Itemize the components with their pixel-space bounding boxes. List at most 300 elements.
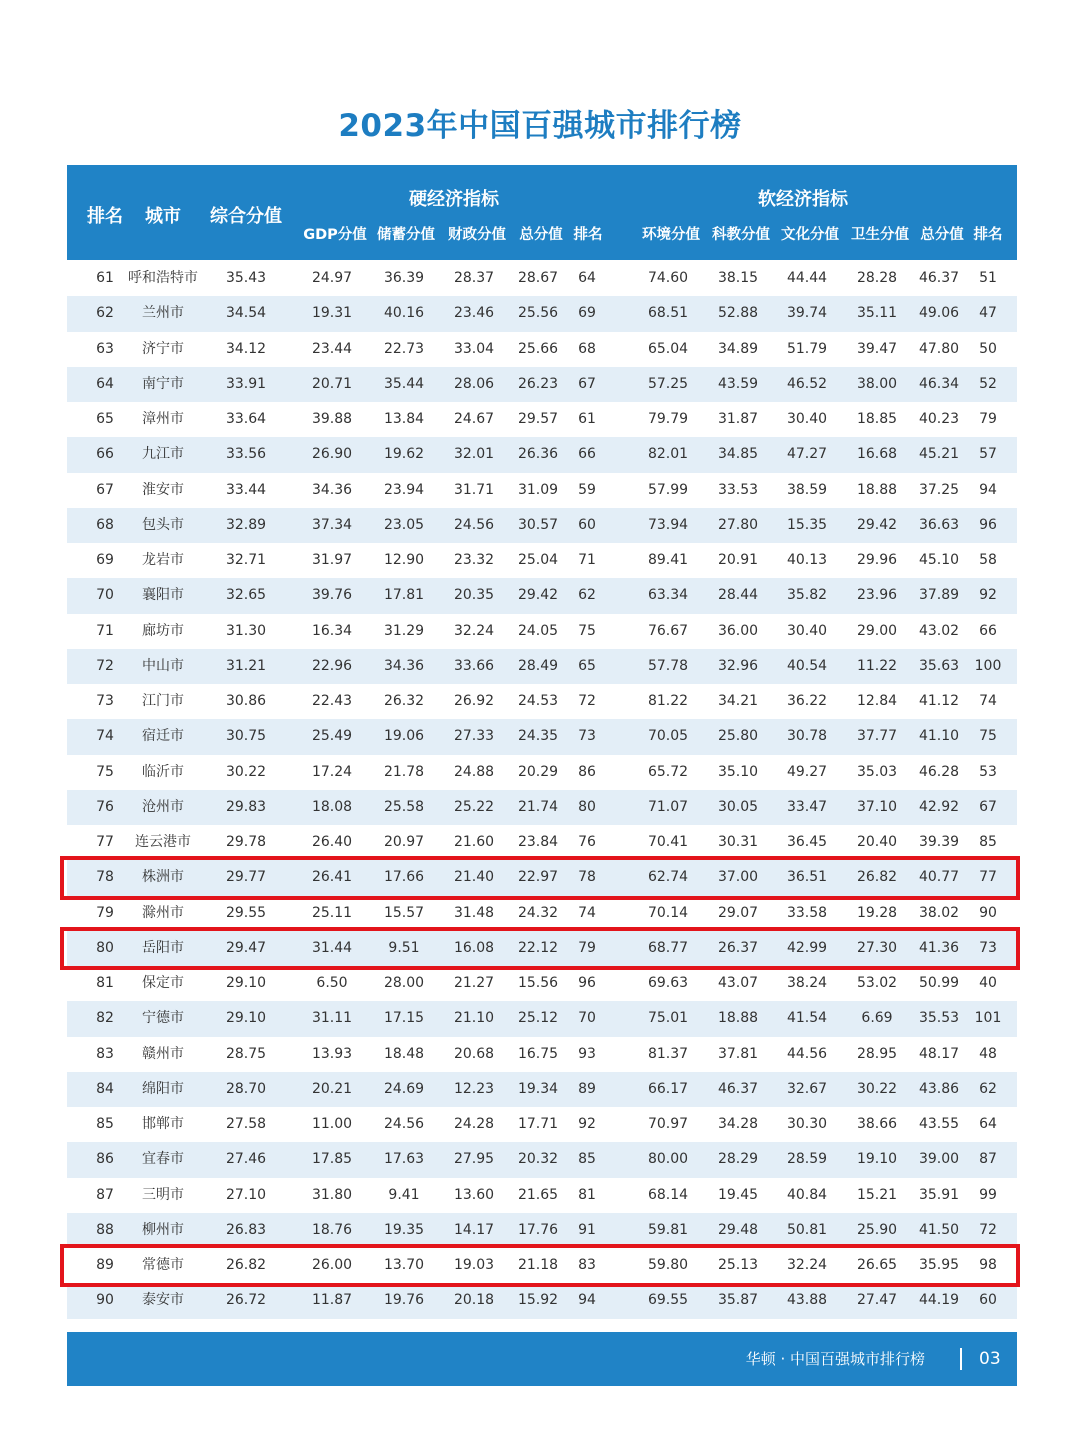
cell-fiscal: 12.23 (453, 1080, 495, 1097)
cell-culture: 49.27 (786, 763, 828, 780)
cell-env: 59.81 (647, 1221, 689, 1238)
table-row (67, 402, 1017, 437)
cell-gdp: 11.00 (311, 1116, 353, 1132)
cell-env: 82.01 (647, 446, 689, 463)
cell-composite: 28.75 (225, 1045, 267, 1062)
table-row (67, 1178, 1017, 1213)
cell-health: 35.03 (856, 763, 898, 780)
cell-health: 38.00 (856, 375, 898, 392)
cell-hard-rank: 81 (578, 1186, 596, 1203)
cell-hard-rank: 86 (578, 763, 596, 780)
header-soft-edu: 科教分值 (712, 227, 770, 243)
cell-fiscal: 26.92 (453, 693, 495, 709)
cell-soft-rank: 79 (979, 411, 997, 427)
cell-savings: 17.15 (383, 1010, 425, 1027)
cell-edu: 35.10 (717, 763, 759, 780)
cell-rank: 61 (96, 270, 114, 286)
highlight-box (60, 927, 1020, 970)
cell-city: 包头市 (142, 516, 184, 533)
table-row (67, 332, 1017, 367)
header-soft-group: 软经济指标 (758, 189, 848, 210)
table-row (67, 1072, 1017, 1107)
header-hard-fiscal: 财政分值 (448, 227, 506, 243)
cell-hard-rank: 70 (578, 1010, 596, 1027)
cell-city: 沧州市 (142, 798, 184, 815)
cell-composite: 33.56 (225, 446, 267, 463)
cell-city: 九江市 (142, 446, 184, 463)
header-hard-total: 总分值 (519, 227, 563, 243)
cell-env: 59.80 (647, 1257, 689, 1273)
table-row (67, 261, 1017, 296)
cell-hard-rank: 94 (578, 1292, 596, 1309)
cell-rank: 66 (96, 446, 114, 463)
cell-composite: 34.54 (225, 305, 267, 322)
cell-hard-total: 29.42 (517, 587, 559, 604)
cell-rank: 71 (96, 622, 114, 639)
cell-soft-total: 50.99 (918, 975, 960, 991)
cell-gdp: 13.93 (311, 1045, 353, 1062)
highlight-box (60, 856, 1020, 899)
cell-soft-total: 45.21 (918, 446, 960, 463)
cell-savings: 24.56 (383, 1116, 425, 1132)
cell-city: 常德市 (142, 1257, 184, 1273)
cell-hard-rank: 80 (578, 798, 596, 815)
cell-culture: 30.78 (786, 728, 828, 745)
cell-rank: 79 (96, 904, 114, 921)
cell-culture: 40.13 (786, 552, 828, 568)
cell-composite: 26.82 (225, 1257, 267, 1273)
cell-edu: 20.91 (717, 552, 759, 568)
cell-fiscal: 20.35 (453, 587, 495, 604)
cell-hard-rank: 66 (578, 446, 596, 463)
cell-env: 69.55 (647, 1292, 689, 1309)
cell-soft-total: 39.00 (918, 1151, 960, 1168)
cell-edu: 25.13 (717, 1257, 759, 1273)
cell-health: 19.10 (856, 1151, 898, 1168)
cell-city: 宁德市 (142, 1010, 184, 1027)
cell-culture: 38.24 (786, 975, 828, 991)
cell-gdp: 26.41 (311, 869, 353, 886)
cell-health: 26.82 (856, 869, 898, 886)
cell-edu: 43.07 (717, 975, 759, 991)
cell-soft-rank: 77 (979, 869, 997, 886)
cell-hard-rank: 60 (578, 516, 596, 533)
header-hard-rank: 排名 (573, 227, 603, 243)
cell-soft-rank: 74 (979, 693, 997, 709)
cell-gdp: 22.96 (311, 657, 353, 674)
cell-fiscal: 28.06 (453, 375, 495, 392)
cell-fiscal: 33.66 (453, 657, 495, 674)
cell-hard-total: 26.23 (517, 375, 559, 392)
cell-soft-total: 40.77 (918, 869, 960, 886)
cell-hard-total: 30.57 (517, 516, 559, 533)
cell-culture: 33.47 (786, 798, 828, 815)
cell-hard-rank: 65 (578, 657, 596, 674)
cell-gdp: 18.76 (311, 1221, 353, 1238)
cell-savings: 12.90 (383, 552, 425, 568)
cell-composite: 32.89 (225, 516, 267, 533)
table-row (67, 473, 1017, 508)
cell-hard-total: 20.32 (517, 1151, 559, 1168)
cell-composite: 33.44 (225, 481, 267, 498)
cell-soft-rank: 101 (974, 1010, 1002, 1027)
cell-rank: 64 (96, 375, 114, 392)
cell-rank: 70 (96, 587, 114, 604)
cell-savings: 20.97 (383, 834, 425, 850)
cell-gdp: 39.76 (311, 587, 353, 604)
cell-city: 临沂市 (142, 763, 184, 780)
cell-rank: 89 (96, 1257, 114, 1273)
cell-gdp: 26.40 (311, 834, 353, 850)
cell-culture: 39.74 (786, 305, 828, 322)
table-row (67, 437, 1017, 472)
cell-env: 68.77 (647, 939, 689, 956)
cell-city: 赣州市 (142, 1045, 184, 1062)
cell-env: 69.63 (647, 975, 689, 991)
cell-soft-total: 46.37 (918, 270, 960, 286)
cell-rank: 62 (96, 305, 114, 322)
cell-health: 26.65 (856, 1257, 898, 1273)
cell-gdp: 18.08 (311, 798, 353, 815)
cell-health: 28.28 (856, 270, 898, 286)
cell-city: 泰安市 (142, 1292, 184, 1309)
cell-hard-total: 21.18 (517, 1257, 559, 1273)
table-row (67, 966, 1017, 1001)
cell-soft-rank: 58 (979, 552, 997, 568)
cell-composite: 33.64 (225, 411, 267, 427)
cell-gdp: 6.50 (316, 975, 348, 991)
cell-soft-rank: 60 (979, 1292, 997, 1309)
cell-soft-total: 43.55 (918, 1116, 960, 1132)
cell-hard-total: 24.35 (517, 728, 559, 745)
cell-soft-rank: 90 (979, 904, 997, 921)
cell-soft-rank: 87 (979, 1151, 997, 1168)
cell-savings: 21.78 (383, 763, 425, 780)
cell-health: 27.47 (856, 1292, 898, 1309)
cell-gdp: 31.97 (311, 552, 353, 568)
cell-rank: 90 (96, 1292, 114, 1309)
cell-gdp: 19.31 (311, 305, 353, 322)
cell-gdp: 20.71 (311, 375, 353, 392)
table-row (67, 1213, 1017, 1248)
cell-env: 65.72 (647, 763, 689, 780)
cell-health: 18.85 (856, 411, 898, 427)
cell-health: 20.40 (856, 834, 898, 850)
cell-savings: 31.29 (383, 622, 425, 639)
cell-soft-total: 40.23 (918, 411, 960, 427)
cell-city: 宿迁市 (142, 728, 184, 745)
cell-hard-total: 31.09 (517, 481, 559, 498)
cell-savings: 15.57 (383, 904, 425, 921)
cell-edu: 26.37 (717, 939, 759, 956)
cell-soft-total: 41.10 (918, 728, 960, 745)
cell-fiscal: 24.28 (453, 1116, 495, 1132)
cell-gdp: 26.90 (311, 446, 353, 463)
cell-composite: 30.86 (225, 693, 267, 709)
cell-composite: 29.10 (225, 975, 267, 991)
cell-soft-total: 47.80 (918, 340, 960, 357)
cell-hard-rank: 83 (578, 1257, 596, 1273)
cell-rank: 87 (96, 1186, 114, 1203)
cell-composite: 27.10 (225, 1186, 267, 1203)
cell-soft-total: 39.39 (918, 834, 960, 850)
cell-culture: 30.40 (786, 622, 828, 639)
cell-hard-rank: 85 (578, 1151, 596, 1168)
table-row (67, 296, 1017, 331)
cell-fiscal: 21.60 (453, 834, 495, 850)
cell-savings: 9.51 (388, 939, 420, 956)
cell-health: 29.42 (856, 516, 898, 533)
cell-soft-total: 49.06 (918, 305, 960, 322)
cell-soft-total: 37.89 (918, 587, 960, 604)
cell-soft-total: 46.34 (918, 375, 960, 392)
cell-health: 18.88 (856, 481, 898, 498)
cell-fiscal: 16.08 (453, 939, 495, 956)
cell-hard-total: 17.76 (517, 1221, 559, 1238)
cell-culture: 36.45 (786, 834, 828, 850)
cell-soft-total: 35.53 (918, 1010, 960, 1027)
cell-edu: 35.87 (717, 1292, 759, 1309)
cell-hard-total: 15.56 (517, 975, 559, 991)
cell-hard-total: 15.92 (517, 1292, 559, 1309)
page-title: 2023年中国百强城市排行榜 (338, 108, 742, 144)
cell-composite: 29.47 (225, 939, 267, 956)
cell-hard-rank: 89 (578, 1080, 596, 1097)
cell-rank: 84 (96, 1080, 114, 1097)
cell-gdp: 22.43 (311, 693, 353, 709)
cell-hard-total: 19.34 (517, 1080, 559, 1097)
cell-edu: 28.44 (717, 587, 759, 604)
cell-hard-total: 21.65 (517, 1186, 559, 1203)
cell-city: 兰州市 (142, 305, 184, 322)
cell-city: 株洲市 (142, 869, 184, 886)
cell-culture: 30.40 (786, 411, 828, 427)
cell-composite: 27.58 (225, 1116, 267, 1132)
cell-composite: 29.78 (225, 834, 267, 850)
cell-env: 57.25 (647, 375, 689, 392)
cell-gdp: 17.85 (311, 1151, 353, 1168)
cell-soft-rank: 48 (979, 1045, 997, 1062)
cell-env: 70.05 (647, 728, 689, 745)
cell-soft-rank: 100 (974, 657, 1002, 674)
cell-soft-rank: 96 (979, 516, 997, 533)
cell-culture: 33.58 (786, 904, 828, 921)
cell-soft-total: 43.86 (918, 1080, 960, 1097)
cell-hard-rank: 91 (578, 1221, 596, 1238)
cell-hard-total: 23.84 (517, 834, 559, 850)
cell-composite: 29.55 (225, 904, 267, 921)
cell-hard-rank: 64 (578, 270, 596, 286)
cell-fiscal: 31.48 (453, 904, 495, 921)
cell-env: 81.22 (647, 693, 689, 709)
cell-env: 79.79 (647, 411, 689, 427)
cell-hard-rank: 68 (578, 340, 596, 357)
cell-savings: 36.39 (383, 270, 425, 286)
cell-culture: 15.35 (786, 516, 828, 533)
cell-culture: 47.27 (786, 446, 828, 463)
cell-savings: 17.63 (383, 1151, 425, 1168)
cell-hard-total: 16.75 (517, 1045, 559, 1062)
cell-culture: 44.56 (786, 1045, 828, 1062)
table-row (67, 755, 1017, 790)
cell-edu: 37.00 (717, 869, 759, 886)
cell-city: 滁州市 (142, 904, 184, 921)
cell-gdp: 25.11 (311, 904, 353, 921)
cell-city: 龙岩市 (142, 552, 184, 568)
cell-rank: 78 (96, 869, 114, 886)
cell-edu: 52.88 (717, 305, 759, 322)
cell-health: 37.77 (856, 728, 898, 745)
cell-savings: 17.66 (383, 869, 425, 886)
cell-soft-total: 41.36 (918, 939, 960, 956)
cell-env: 70.97 (647, 1116, 689, 1132)
cell-env: 57.99 (647, 481, 689, 498)
cell-gdp: 34.36 (311, 481, 353, 498)
cell-soft-total: 46.28 (918, 763, 960, 780)
cell-env: 71.07 (647, 798, 689, 815)
cell-composite: 30.75 (225, 728, 267, 745)
header-city: 城市 (145, 206, 181, 227)
cell-city: 江门市 (142, 693, 184, 709)
header-hard-savings: 储蓄分值 (377, 227, 435, 243)
cell-rank: 68 (96, 516, 114, 533)
header-soft-culture: 文化分值 (781, 227, 839, 243)
table-row (67, 543, 1017, 578)
cell-health: 6.69 (861, 1010, 893, 1027)
cell-hard-rank: 67 (578, 375, 596, 392)
cell-rank: 83 (96, 1045, 114, 1062)
cell-gdp: 20.21 (311, 1080, 353, 1097)
table-row (67, 896, 1017, 931)
table-row (67, 649, 1017, 684)
cell-edu: 34.89 (717, 340, 759, 357)
cell-soft-rank: 73 (979, 939, 997, 956)
header-soft-env: 环境分值 (642, 227, 700, 243)
cell-edu: 25.80 (717, 728, 759, 745)
cell-edu: 31.87 (717, 411, 759, 427)
cell-city: 宜春市 (142, 1151, 184, 1168)
cell-fiscal: 23.32 (453, 552, 495, 568)
cell-soft-total: 41.50 (918, 1221, 960, 1238)
cell-composite: 28.70 (225, 1080, 267, 1097)
table-row (67, 1283, 1017, 1318)
cell-hard-total: 28.49 (517, 657, 559, 674)
cell-health: 23.96 (856, 587, 898, 604)
cell-edu: 19.45 (717, 1186, 759, 1203)
cell-soft-rank: 53 (979, 763, 997, 780)
cell-culture: 42.99 (786, 939, 828, 956)
cell-composite: 27.46 (225, 1151, 267, 1168)
cell-health: 19.28 (856, 904, 898, 921)
cell-soft-total: 41.12 (918, 693, 960, 709)
cell-hard-total: 20.29 (517, 763, 559, 780)
cell-culture: 38.59 (786, 481, 828, 498)
table-row (67, 508, 1017, 543)
cell-composite: 32.65 (225, 587, 267, 604)
cell-health: 15.21 (856, 1186, 898, 1203)
highlight-box (60, 1244, 1020, 1287)
cell-fiscal: 32.24 (453, 622, 495, 639)
cell-edu: 30.05 (717, 798, 759, 815)
cell-edu: 34.85 (717, 446, 759, 463)
table-row (67, 825, 1017, 860)
cell-edu: 36.00 (717, 622, 759, 639)
cell-rank: 67 (96, 481, 114, 498)
footer-brand: 华顿 · 中国百强城市排行榜 (745, 1350, 925, 1368)
cell-gdp: 37.34 (311, 516, 353, 533)
cell-savings: 19.35 (383, 1221, 425, 1238)
cell-soft-rank: 57 (979, 446, 997, 463)
cell-edu: 18.88 (717, 1010, 759, 1027)
cell-env: 70.41 (647, 834, 689, 850)
cell-composite: 32.71 (225, 552, 267, 568)
cell-gdp: 26.00 (311, 1257, 353, 1273)
cell-hard-rank: 78 (578, 869, 596, 886)
cell-composite: 29.83 (225, 798, 267, 815)
cell-fiscal: 27.33 (453, 728, 495, 745)
cell-culture: 46.52 (786, 375, 828, 392)
cell-hard-total: 25.04 (517, 552, 559, 568)
cell-soft-total: 43.02 (918, 622, 960, 639)
cell-health: 30.22 (856, 1080, 898, 1097)
header-soft-health: 卫生分值 (851, 227, 909, 243)
cell-fiscal: 25.22 (453, 798, 495, 815)
cell-env: 57.78 (647, 657, 689, 674)
table-row (67, 578, 1017, 613)
cell-culture: 28.59 (786, 1151, 828, 1168)
cell-savings: 23.94 (383, 481, 425, 498)
cell-savings: 19.62 (383, 446, 425, 463)
cell-soft-rank: 66 (979, 622, 997, 639)
cell-gdp: 31.44 (311, 939, 353, 956)
cell-edu: 29.48 (717, 1221, 759, 1238)
cell-city: 南宁市 (142, 375, 184, 392)
cell-env: 62.74 (647, 869, 689, 886)
cell-soft-total: 36.63 (918, 516, 960, 533)
cell-soft-rank: 92 (979, 587, 997, 604)
cell-city: 襄阳市 (142, 587, 184, 604)
cell-soft-total: 44.19 (918, 1292, 960, 1309)
cell-composite: 34.12 (225, 340, 267, 357)
cell-city: 三明市 (142, 1186, 184, 1203)
cell-savings: 34.36 (383, 657, 425, 674)
cell-env: 76.67 (647, 622, 689, 639)
page-number: 03 (979, 1349, 1001, 1369)
table-row (67, 1037, 1017, 1072)
cell-hard-rank: 79 (578, 939, 596, 956)
cell-gdp: 31.80 (311, 1186, 353, 1203)
cell-rank: 77 (96, 834, 114, 850)
cell-culture: 36.22 (786, 693, 828, 709)
cell-gdp: 16.34 (311, 622, 353, 639)
cell-health: 38.66 (856, 1116, 898, 1132)
cell-fiscal: 21.40 (453, 869, 495, 886)
cell-soft-total: 35.91 (918, 1186, 960, 1203)
cell-rank: 82 (96, 1010, 114, 1027)
header-rank: 排名 (87, 206, 123, 227)
cell-hard-total: 26.36 (517, 446, 559, 463)
cell-city: 济宁市 (142, 340, 184, 357)
cell-env: 75.01 (647, 1010, 689, 1027)
cell-city: 保定市 (142, 975, 184, 991)
cell-savings: 26.32 (383, 693, 425, 709)
cell-hard-total: 25.56 (517, 305, 559, 322)
header-soft-total: 总分值 (920, 227, 964, 243)
cell-rank: 81 (96, 975, 114, 991)
cell-city: 呼和浩特市 (128, 270, 198, 286)
cell-fiscal: 23.46 (453, 305, 495, 322)
table-row (67, 790, 1017, 825)
